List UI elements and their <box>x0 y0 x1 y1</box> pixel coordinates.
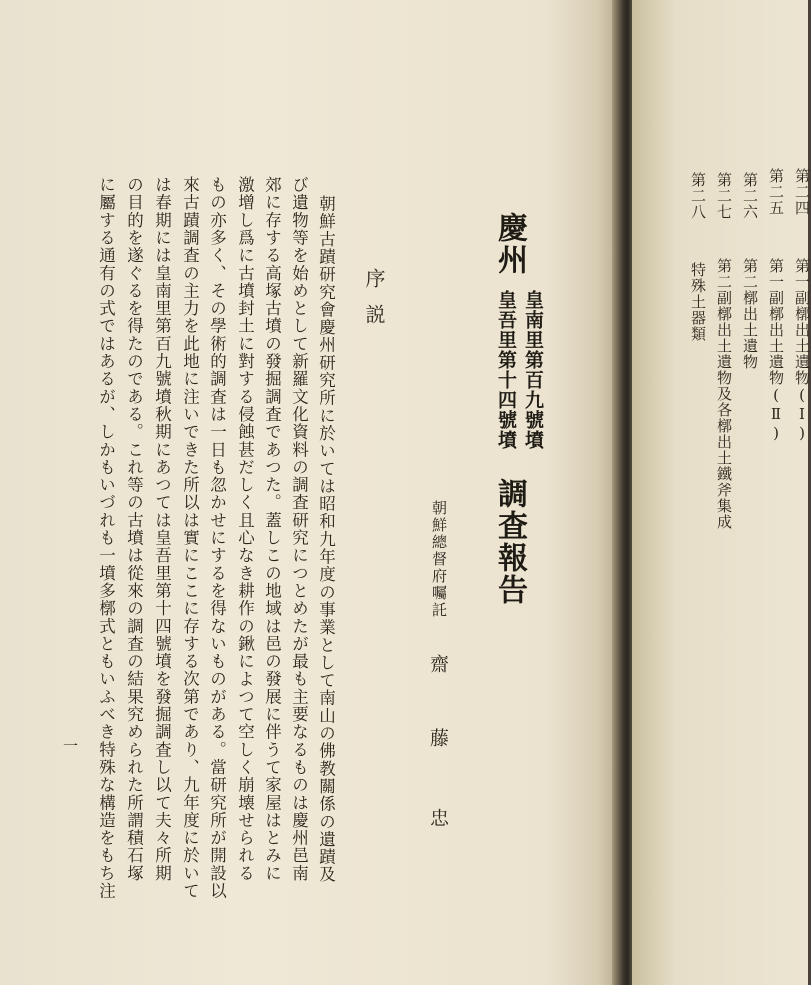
preface-column-1: 朝鮮古蹟研究會慶州研究所に於いては昭和九年度の事業として南山の佛教關係の遺蹟及 <box>316 195 336 884</box>
report-title-site-2: 皇吾里第十四號墳 <box>495 290 517 450</box>
toc-number-28: 第二八 <box>689 172 707 220</box>
toc-number-25: 第二五 <box>767 168 785 216</box>
report-title-site-1: 皇南里第百九號墳 <box>522 290 544 450</box>
preface-column-8: の目的を遂ぐるを得たのである。これ等の古墳は從來の調査の結果究められた所謂積石塚 <box>124 176 144 882</box>
preface-column-6: 來古蹟調査の主力を此地に注いできた所以は實にここに存する次第であり、九年度に於いて <box>180 176 200 900</box>
preface-column-7: は春期には皇南里第百九號墳秋期にあつては皇吾里第十四號墳を發掘調査し以て夫々所期 <box>152 176 172 882</box>
preface-column-3: 郊に存する高塚古墳の發掘調査であつた。蓋しこの地域は邑の發展に伴うて家屋はとみに <box>262 176 282 882</box>
author-name-char-1: 齋 <box>427 654 449 673</box>
toc-title-27: 第二副槨出土遺物及各槨出土鐵斧集成 <box>715 258 733 530</box>
toc-number-27: 第二七 <box>715 172 733 220</box>
page-number: 一 <box>61 738 79 753</box>
preface-column-9: に屬する通有の式ではあるが、しかもいづれも一墳多槨式ともいふべき特殊な構造をもち注 <box>96 176 116 900</box>
author-name-char-3: 忠 <box>427 808 449 827</box>
report-title-main: 調査報告 <box>492 478 527 606</box>
toc-number-24: 第二四 <box>793 168 811 216</box>
preface-column-5: もの亦多く、その學術的調査は一日も忽かせにするを得ないものがある。當研究所が開設以 <box>207 176 227 900</box>
preface-heading: 序説 <box>362 268 386 340</box>
author-name-char-2: 藤 <box>427 728 449 747</box>
preface-column-2: び遺物等を始めとして新羅文化資料の調査研究につとめたが最も主要なるものは慶州邑南 <box>289 176 309 882</box>
report-title-region: 慶州 <box>492 212 527 276</box>
toc-title-26: 第二槨出土遺物 <box>741 258 759 370</box>
author-affiliation: 朝鮮總督府囑託 <box>430 500 448 619</box>
toc-number-26: 第二六 <box>741 172 759 220</box>
toc-title-25: 第一副槨出土遺物(Ⅱ) <box>767 258 785 443</box>
toc-title-24: 第一副槨出土遺物(Ⅰ) <box>793 258 811 443</box>
preface-column-4: 激增し爲に古墳封土に對する侵蝕甚だしく且心なき耕作の鍬によつて空しく崩壊せられる <box>235 176 255 882</box>
toc-title-28: 特殊土器類 <box>689 262 707 342</box>
